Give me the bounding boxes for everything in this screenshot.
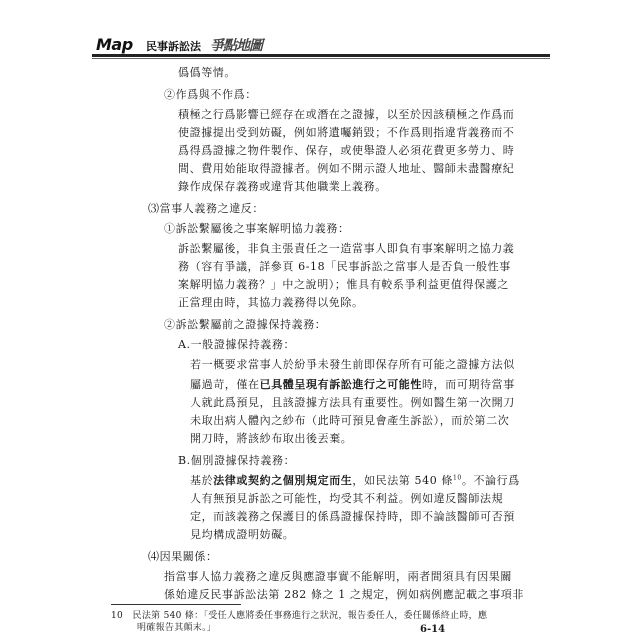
header-rule-thin (92, 58, 550, 59)
text-line: 僞僞等情。 (178, 66, 236, 79)
page-number: 6-14 (420, 624, 446, 635)
text-line: 爲得爲證據之物件製作、保存，或使舉證人必須花費更多勞力、時 (178, 144, 515, 157)
footnote-line: 民法第 540 條：「受任人應將委任事務進行之狀況，報告委任人，委任關係終止時，應 (132, 611, 488, 621)
text-line: 係始違反民事訴訟法第 282 條之 1 之規定，例如病例應記載之事項非 (164, 588, 524, 601)
text-line: 案解明協力義務？」中之說明）；惟具有較系爭利益更值得保護之 (178, 278, 509, 291)
subheading-pre-pendency-duty: ②訴訟繫屬前之證據保持義務： (164, 318, 327, 331)
text-line: 見均構成證明妨礙。 (190, 528, 295, 541)
text-line: 未取出病人體內之紗布（此時可預見會產生訴訟），而於第二次 (190, 414, 510, 427)
subheading-individual-preservation: B.個別證據保持義務： (178, 454, 296, 467)
footnote-rule (111, 604, 241, 605)
text-line: 人有無預見訴訟之可能性，均受其不利益。例如違反醫師法規 (190, 492, 504, 505)
subheading-post-pendency-duty: ①訴訟繫屬後之事案解明協力義務： (164, 222, 350, 235)
running-header (92, 36, 550, 58)
header-rule (92, 54, 550, 57)
heading-party-duty-violation: ⑶當事人義務之違反： (148, 202, 264, 215)
bold-fragment: 已具體呈現有訴訟進行之可能性 (259, 378, 423, 391)
heading-causation: ⑷因果關係： (148, 550, 218, 563)
text-line: 指當事人協力義務之違反與應證事實不能解明，兩者間須具有因果關 (164, 570, 512, 583)
text-fragment: ，如民法第 540 條 (352, 474, 453, 487)
brand-logo: Map (96, 35, 133, 54)
text-fragment: 基於 (190, 474, 214, 487)
bold-fragment: 法律或契約之個別規定而生 (213, 474, 353, 487)
text-line: 正當理由時，其協力義務得以免除。 (178, 296, 364, 309)
text-line: 積極之行爲影響已經存在或潛在之證據，以至於因該積極之作爲而 (178, 108, 515, 121)
series-title: 爭點地圖 (210, 38, 262, 54)
footnote-continuation: 明確報告其顛末。」 (137, 623, 217, 633)
subheading-act-omission: ②作爲與不作爲： (164, 88, 257, 101)
text-line: 定，而該義務之保護目的係爲證據保持時，即不論該醫師可否預 (190, 510, 515, 523)
text-line: 人就此爲預見，且該證據方法具有重要性。例如醫生第一次開刀 (190, 396, 515, 409)
text-line: 若一概要求當事人於紛爭未發生前即保存所有可能之證據方法似 (190, 358, 515, 371)
footnote-ref[interactable]: 10 (453, 474, 462, 482)
text-line: 開刀時，將該紗布取出後丟棄。 (190, 432, 353, 445)
text-line: 間、費用始能取得證據者。例如不開示證人地址、醫師未盡醫療紀 (178, 162, 515, 175)
text-line: 訴訟繫屬後，非負主張責任之一造當事人即負有事案解明之協力義 (178, 242, 515, 255)
text-line: 錄作成保存義務或違背其他職業上義務。 (178, 180, 387, 193)
subject-title: 民事訴訟法 (146, 40, 201, 53)
text-line-emphasis (190, 376, 515, 392)
text-fragment: 。不論行爲 (461, 474, 520, 487)
text-fragment: 屬過苛，僅在 (190, 378, 260, 391)
text-fragment: 時，而可期待當事 (422, 378, 515, 391)
text-line: 使證據提出受到妨礙，例如將遺囑銷毀；不作爲則指違背義務而不 (178, 126, 515, 139)
footnote-number: 10 (111, 611, 124, 621)
text-line: 務（容有爭議，詳參頁 6-18「民事訴訟之當事人是否負一般性事 (178, 260, 511, 273)
subheading-general-preservation: A.一般證據保持義務： (178, 338, 296, 351)
text-line-emphasis (190, 472, 520, 488)
